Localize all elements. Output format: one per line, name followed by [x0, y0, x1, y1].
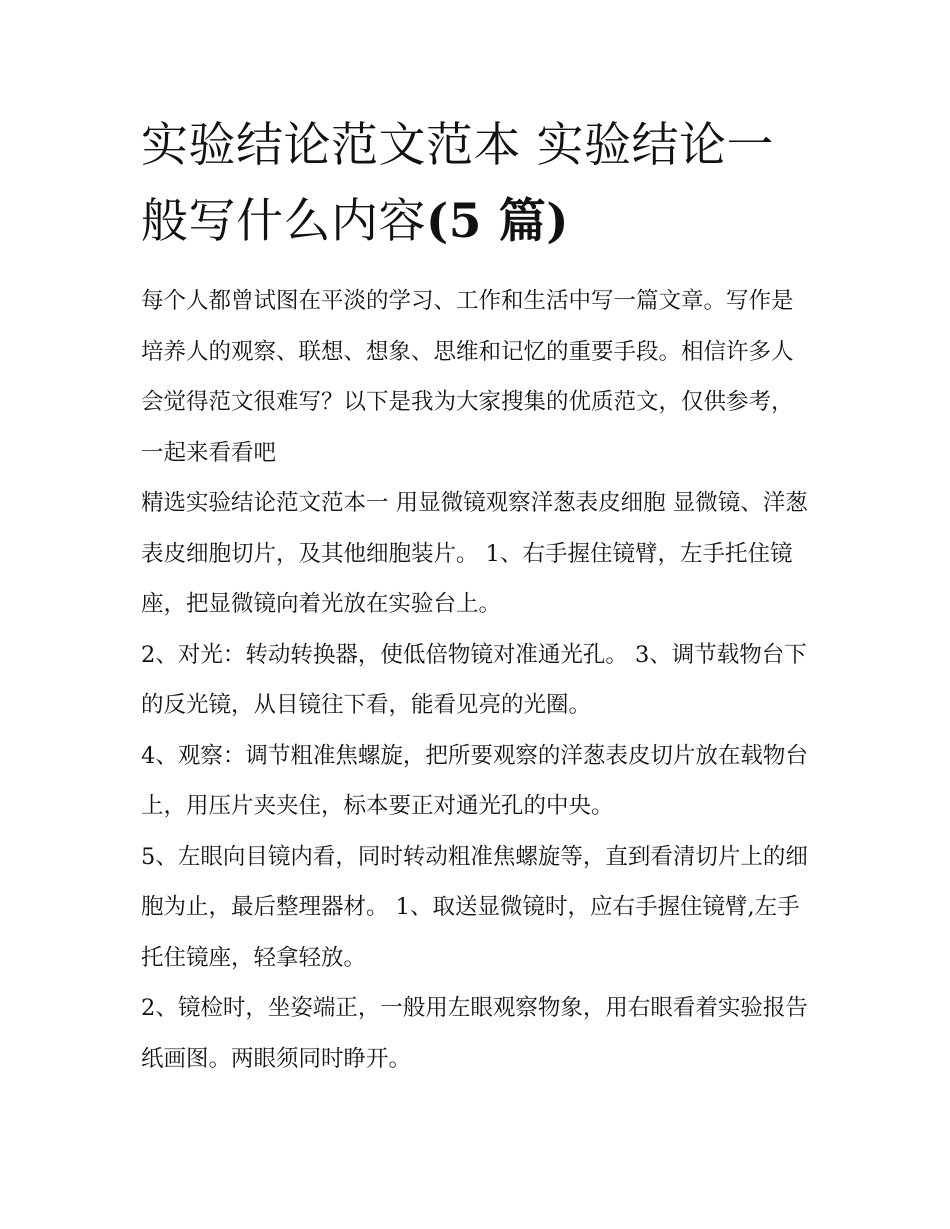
- paragraph-step-1: 精选实验结论范文范本一 用显微镜观察洋葱表皮细胞 显微镜、洋葱表皮细胞切片，及其他细胞装片。 1、右手握住镜臂，左手托住镜座，把显微镜向着光放在实验台上。: [141, 490, 808, 617]
- paragraph-step-5: 5、左眼向目镜内看，同时转动粗准焦螺旋等，直到看清切片上的细胞为止，最后整理器材。 1、取送显微镜时，应右手握住镜臂,左手托住镜座，轻拿轻放。: [141, 843, 808, 971]
- title-text: 实验结论范文范本 实验结论一般写什么内容: [141, 118, 774, 249]
- title-count: (5 篇): [426, 194, 570, 249]
- paragraph-intro: 每个人都曾试图在平淡的学习、工作和生活中写一篇文章。写作是培养人的观察、联想、想象、思维和记忆的重要手段。相信许多人会觉得范文很难写？以下是我为大家搜集的优质范文，仅供参考，一起来看看吧: [141, 288, 794, 466]
- paragraph-step-4: 4、观察：调节粗准焦螺旋，把所要观察的洋葱表皮切片放在载物台上，用压片夹夹住，标本要正对通光孔的中央。: [141, 742, 808, 819]
- paragraph-step-2: 2、对光：转动转换器，使低倍物镜对准通光孔。 3、调节载物台下的反光镜，从目镜往下看，能看见亮的光圈。: [141, 641, 807, 718]
- document-title: [141, 108, 813, 260]
- document-page: [141, 108, 813, 1084]
- paragraph-note-2: 2、镜检时，坐姿端正，一般用左眼观察物象，用右眼看着实验报告纸画图。两眼须同时睁开。: [141, 995, 808, 1072]
